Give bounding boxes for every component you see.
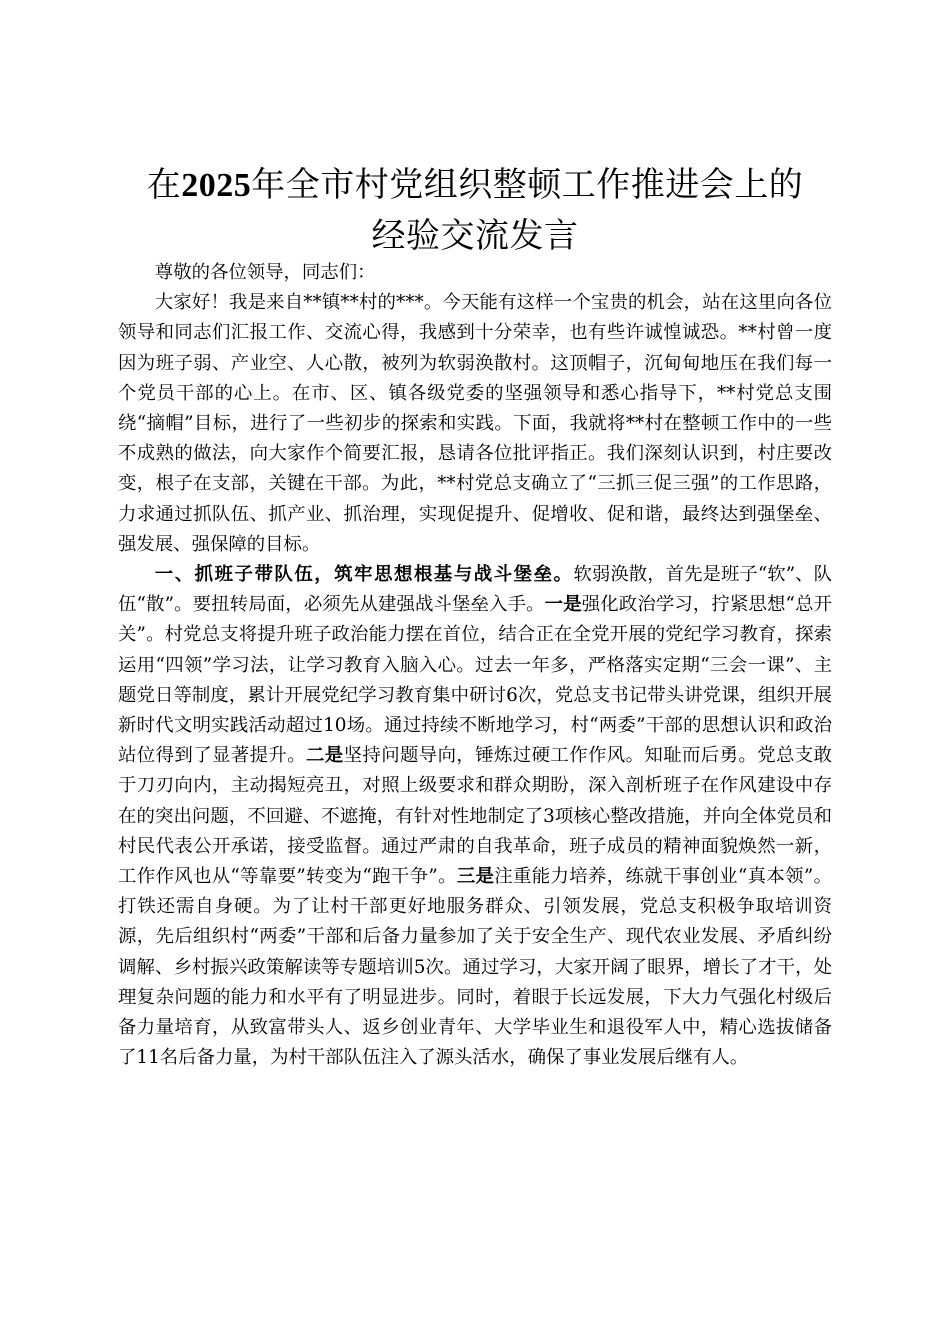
- title-prefix: 在: [146, 165, 182, 205]
- section-1-paragraph: [118, 560, 832, 1073]
- point-2-label: 二是: [306, 745, 344, 767]
- section-1-heading: 一、抓班子带队伍，筑牢思想根基与战斗堡垒。: [154, 564, 574, 586]
- point-2-text: 坚持问题导向，锤炼过硬工作作风。知耻而后勇。党总支敢于刀刃向内，主动揭短亮丑，对照上级要求和群众期盼，深入剖析班子在作风建设中存在的突出问题，不回避、不遮掩，有针对性地制定了3项核心整改措施，并向全体党员和村民代表公开承诺，接受监督。通过严肃的自我革命，班子成员的精神面貌焕然一新，工作作风也从“等靠要”转变为“跑干争”。: [118, 745, 832, 888]
- document-title: [118, 160, 832, 261]
- point-3-text: 注重能力培养，练就干事创业“真本领”。打铁还需自身硬。为了让村干部更好地服务群众、引领发展，党总支积极争取培训资源，先后组织村“两委”干部和后备力量参加了关于安全生产、现代农业发展、矛盾纠纷调解、乡村振兴政策解读等专题培训5次。通过学习，大家开阔了眼界，增长了才干，处理复杂问题的能力和水平有了明显进步。同时，着眼于长远发展，下大力气强化村级后备力量培育，从致富带头人、返乡创业青年、大学毕业生和退役军人中，精心选拔储备了11名后备力量，为村干部队伍注入了源头活水，确保了事业发展后继有人。: [118, 866, 832, 1069]
- point-1-label: 一是: [544, 594, 582, 616]
- section-1-intro: 软弱涣散，首先是班子“软”、队伍“散”。要扭转局面，必须先从建强战斗堡垒入手。: [118, 564, 832, 616]
- title-line-1: [118, 160, 832, 211]
- title-suffix: 年全市村党组织整顿工作推进会上的: [251, 165, 804, 205]
- salutation: 尊敬的各位领导，同志们：: [154, 262, 376, 283]
- title-year: 2025: [181, 167, 252, 204]
- opening-paragraph: 大家好！我是来自**镇**村的***。今天能有这样一个宝贵的机会，站在这里向各位领导和同志们汇报工作、交流心得，我感到十分荣幸，也有些许诚惶诚恐。**村曾一度因为班子弱、产业空、人心散，被列为软弱涣散村。这顶帽子，沉甸甸地压在我们每一个党员干部的心上。在市、区、镇各级党委的坚强领导和悉心指导下，**村党总支围绕“摘帽”目标，进行了一些初步的探索和实践。下面，我就将**村在整顿工作中的一些不成熟的做法，向大家作个简要汇报，恳请各位批评指正。我们深刻认识到，村庄要改变，根子在支部，关键在干部。为此，**村党总支确立了“三抓三促三强”的工作思路，力求通过抓队伍、抓产业、抓治理，实现促提升、促增收、促和谐，最终达到强堡垒、强发展、强保障的目标。: [118, 292, 832, 555]
- document-body: [118, 258, 832, 1073]
- title-line-2: 经验交流发言: [371, 216, 579, 256]
- point-3-label: 三是: [456, 866, 495, 888]
- point-1-text: 强化政治学习，拧紧思想“总开关”。村党总支将提升班子政治能力摆在首位，结合正在全党开展的党纪学习教育，探索运用“四领”学习法，让学习教育入脑入心。过去一年多，严格落实定期“三会一课”、主题党日等制度，累计开展党纪学习教育集中研讨6次，党总支书记带头讲党课，组织开展新时代文明实践活动超过10场。通过持续不断地学习，村“两委”干部的思想认识和政治站位得到了显著提升。: [118, 594, 832, 767]
